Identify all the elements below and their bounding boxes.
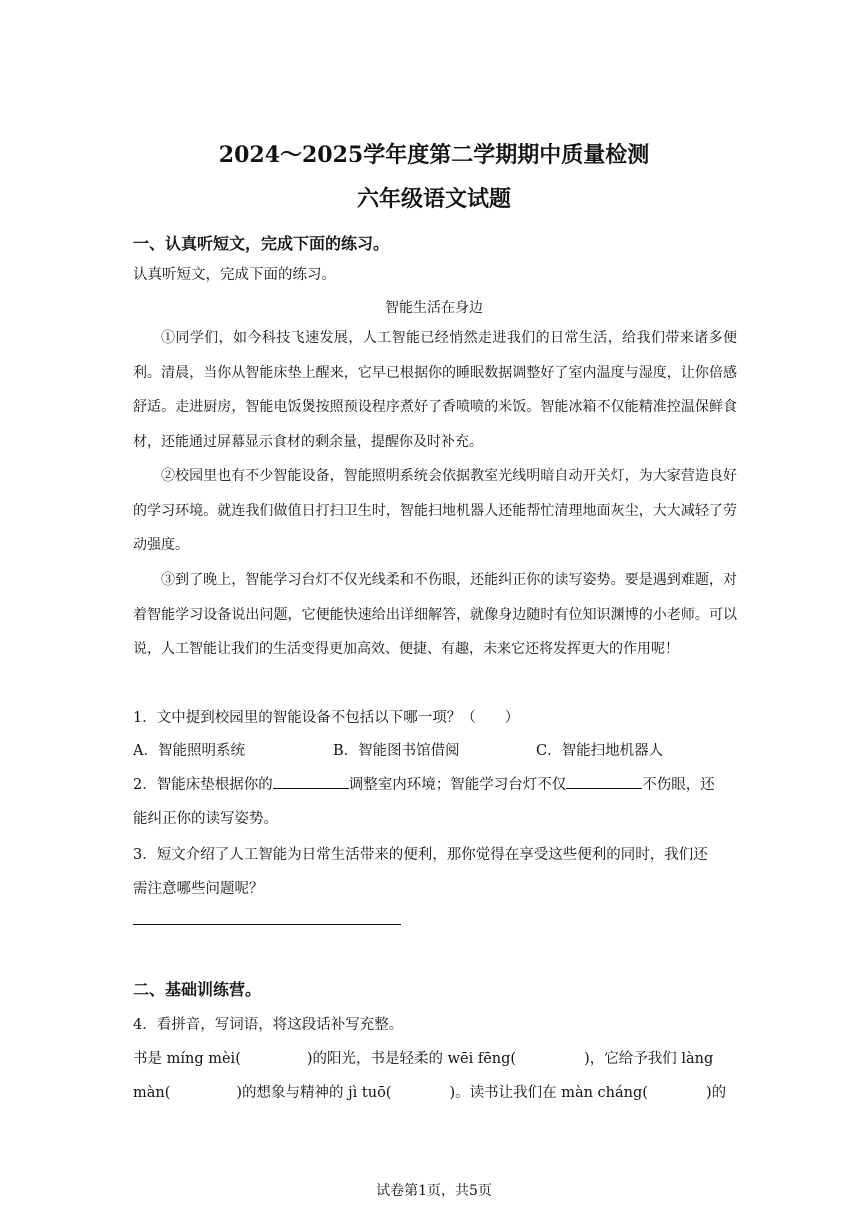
passage-paragraph-1: ①同学们，如今科技飞速发展，人工智能已经悄然走进我们的日常生活，给我们带来诸多便利。清晨，当你从智能床垫上醒来，它早已根据你的睡眠数据调整好了室内温度与湿度，让你倍感舒适。走进厨房，智能电饭煲按照预设程序煮好了香喷喷的米饭。智能冰箱不仅能精准控温保鲜食材，还能通过屏幕显示食材的剩余量，提醒你及时补充。 [133, 330, 737, 450]
pinyin-segment: 书是 míng mèi( [133, 1051, 241, 1067]
answer-blank[interactable] [273, 774, 349, 789]
pinyin-segment: )的 [705, 1085, 727, 1101]
pinyin-segment: màn( [133, 1085, 171, 1101]
section1-instruction: 认真听短文，完成下面的练习。 [133, 267, 336, 283]
question-2-part-2: 调整室内环境；智能学习台灯不仅 [348, 777, 567, 793]
pinyin-segment: )。读书让我们在 màn cháng( [449, 1085, 648, 1101]
exam-subtitle: 六年级语文试题 [356, 186, 511, 212]
question-4-stem: 4．看拼音，写词语，将这段话补写充整。 [133, 1017, 404, 1033]
passage-paragraph-2: ②校园里也有不少智能设备，智能照明系统会依据教室光线明暗自动开关灯，为大家营造良好的学习环境。就连我们做值日打扫卫生时，智能扫地机器人还能帮忙清理地面灰尘，大大减轻了劳动强度。 [133, 468, 737, 553]
question-2-part-3: 不伤眼，还 [642, 777, 715, 793]
question-4-line-2 [133, 1081, 726, 1102]
answer-blank[interactable] [566, 774, 642, 789]
question-1-option-c: C．智能扫地机器人 [536, 743, 664, 759]
question-1-option-a: A．智能照明系统 [133, 743, 245, 759]
question-3-answer-line[interactable] [133, 924, 401, 925]
passage-paragraph-3: ③到了晚上，智能学习台灯不仅光线柔和不伤眼，还能纠正你的读写姿势。要是遇到难题，对着智能学习设备说出问题，它便能快速给出详细解答，就像身边随时有位知识渊博的小老师。可以说，人工智能让我们的生活变得更加高效、便捷、有趣，未来它还将发挥更大的作用呢！ [133, 572, 737, 657]
question-1-option-b: B．智能图书馆借阅 [333, 743, 460, 759]
pinyin-segment: )，它给予我们 làng [584, 1051, 714, 1067]
question-1-stem: 1．文中提到校园里的智能设备不包括以下哪一项？（ ） [133, 710, 520, 726]
exam-title: 2024～2025学年度第二学期期中质量检测 [218, 142, 650, 168]
question-3-line-1: 3．短文介绍了人工智能为日常生活带来的便利，那你觉得在享受这些便利的同时，我们还 [133, 847, 708, 863]
question-2-line-1 [133, 773, 715, 794]
question-3-line-2: 需注意哪些问题呢？ [133, 881, 264, 897]
question-2-line-2: 能纠正你的读写姿势。 [133, 811, 278, 827]
pinyin-segment: )的想象与精神的 jì tuō( [236, 1085, 392, 1101]
section2-heading: 二、基础训练营。 [133, 980, 262, 999]
section1-heading: 一、认真听短文，完成下面的练习。 [133, 234, 390, 253]
page-footer: 试卷第1页，共5页 [376, 1183, 492, 1199]
question-4-line-1 [133, 1047, 713, 1068]
question-2-part-1: 2．智能床垫根据你的 [133, 777, 273, 793]
pinyin-segment: )的阳光，书是轻柔的 wēi fēng( [306, 1051, 517, 1067]
passage-title: 智能生活在身边 [385, 300, 483, 316]
